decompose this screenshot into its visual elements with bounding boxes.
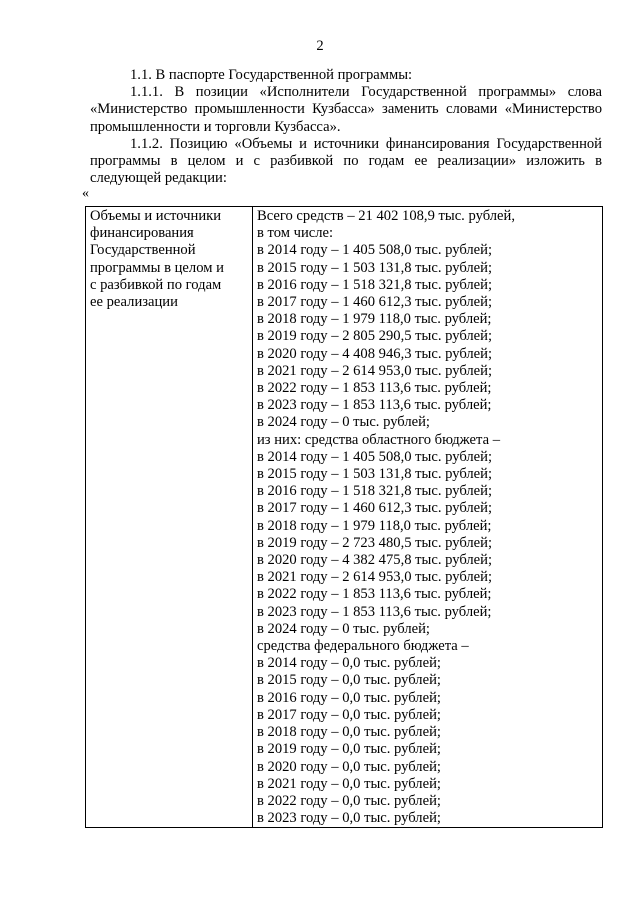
paragraph-1-1-2: 1.1.2. Позицию «Объемы и источники финансирования Государственной программы в целом и с разбивкой по годам ее реализации» изложить в следующей редакции: [90,135,602,187]
financing-line: в том числе: [257,225,334,242]
position-name-line: программы в целом и [90,259,224,276]
financing-line: в 2017 году – 1 460 612,3 тыс. рублей; [257,294,493,311]
position-name-line: с разбивкой по годам [90,276,222,293]
financing-line: в 2018 году – 0,0 тыс. рублей; [257,724,441,741]
financing-line: в 2015 году – 0,0 тыс. рублей; [257,672,441,689]
financing-line: в 2016 году – 0,0 тыс. рублей; [257,689,441,706]
financing-line: в 2020 году – 0,0 тыс. рублей; [257,758,441,775]
financing-line: в 2022 году – 1 853 113,6 тыс. рублей; [257,380,492,397]
financing-line: в 2017 году – 0,0 тыс. рублей; [257,706,441,723]
financing-line: в 2016 году – 1 518 321,8 тыс. рублей; [257,276,493,293]
financing-line: в 2022 году – 0,0 тыс. рублей; [257,792,441,809]
position-name-line: ее реализации [90,294,178,311]
paragraph-1-1: 1.1. В паспорте Государственной программы: [130,67,413,83]
financing-line: в 2019 году – 2 723 480,5 тыс. рублей; [257,534,493,551]
financing-line: в 2024 году – 0 тыс. рублей; [257,414,430,431]
financing-line: в 2014 году – 1 405 508,0 тыс. рублей; [257,242,493,259]
financing-line: в 2020 году – 4 408 946,3 тыс. рублей; [257,345,493,362]
financing-line: в 2018 году – 1 979 118,0 тыс. рублей; [257,517,492,534]
financing-line: средства федерального бюджета – [257,638,469,655]
financing-line: в 2015 году – 1 503 131,8 тыс. рублей; [257,259,493,276]
paragraph-1-1-1: 1.1.1. В позиции «Исполнители Государственной программы» слова «Министерство промышленности Кузбасса» заменить словами «Министерство промышленности и торговли Кузбасса». [90,84,602,135]
financing-line: Всего средств – 21 402 108,9 тыс. рублей, [257,208,515,224]
position-name-line: Объемы и источники [90,208,222,224]
financing-line: в 2022 году – 1 853 113,6 тыс. рублей; [257,586,492,603]
position-name-line: финансирования [90,225,194,242]
financing-line: в 2021 году – 0,0 тыс. рублей; [257,775,441,792]
financing-line: в 2017 году – 1 460 612,3 тыс. рублей; [257,500,493,517]
document-body [90,67,602,187]
financing-line: в 2016 году – 1 518 321,8 тыс. рублей; [257,483,493,500]
financing-line: в 2024 году – 0 тыс. рублей; [257,620,430,637]
financing-line: в 2015 году – 1 503 131,8 тыс. рублей; [257,466,493,483]
financing-line: в 2018 году – 1 979 118,0 тыс. рублей; [257,311,492,328]
opening-quote: « [82,186,89,201]
financing-line: в 2014 году – 1 405 508,0 тыс. рублей; [257,448,493,465]
financing-line: в 2020 году – 4 382 475,8 тыс. рублей; [257,552,493,569]
table-cell-financing-values [253,207,603,828]
financing-line: в 2023 году – 1 853 113,6 тыс. рублей; [257,603,492,620]
financing-line: в 2019 году – 0,0 тыс. рублей; [257,741,441,758]
page-number: 2 [316,38,324,54]
position-name-line: Государственной [90,242,196,259]
table-cell-position-name [86,207,253,828]
financing-line: в 2014 году – 0,0 тыс. рублей; [257,655,441,672]
financing-line: в 2021 году – 2 614 953,0 тыс. рублей; [257,362,493,379]
financing-line: в 2019 году – 2 805 290,5 тыс. рублей; [257,328,493,345]
financing-line: в 2023 году – 1 853 113,6 тыс. рублей; [257,397,492,414]
financing-line: в 2023 году – 0,0 тыс. рублей; [257,810,441,827]
table-row [86,207,603,828]
financing-line: в 2021 году – 2 614 953,0 тыс. рублей; [257,569,493,586]
financing-line: из них: средства областного бюджета – [257,431,501,448]
financing-table [85,206,603,828]
